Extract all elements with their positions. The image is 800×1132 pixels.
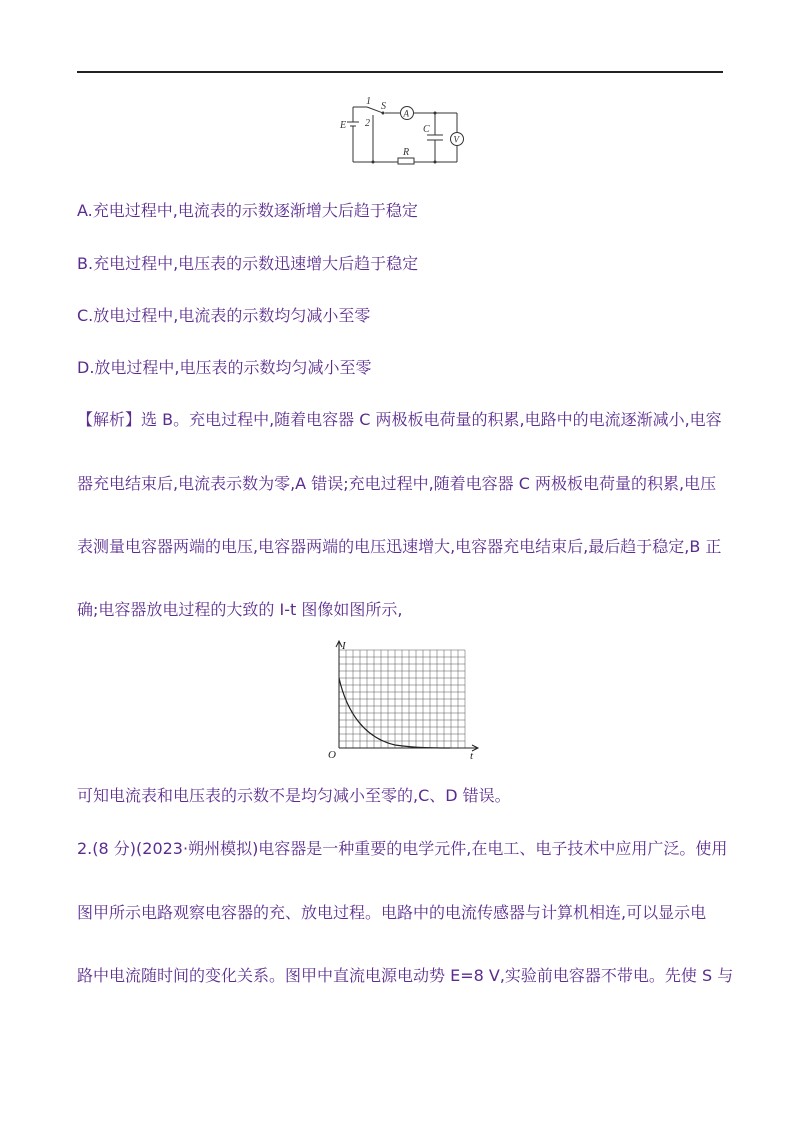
option-a: A.充电过程中,电流表的示数逐渐增大后趋于稳定 (77, 201, 418, 220)
option-d: D.放电过程中,电压表的示数均匀减小至零 (77, 358, 372, 377)
circuit-label-2: 2 (365, 118, 370, 129)
graph-y-label: I (342, 640, 346, 652)
question-line-3: 路中电流随时间的变化关系。图甲中直流电源电动势 E=8 V,实验前电容器不带电。先使 S 与 (77, 966, 734, 985)
question-line-2: 图甲所示电路观察电容器的充、放电过程。电路中的电流传感器与计算机相连,可以显示电 (77, 903, 707, 922)
analysis-line-1: 【解析】选 B。充电过程中,随着电容器 C 两极板电荷量的积累,电路中的电流逐渐减小,电容 (77, 410, 722, 429)
analysis-line-4: 确;电容器放电过程的大致的 I-t 图像如图所示, (77, 600, 403, 619)
circuit-label-c: C (423, 124, 430, 135)
i-t-graph (325, 638, 485, 760)
graph-origin-label: O (328, 749, 336, 760)
analysis-line-3: 表测量电容器两端的电压,电容器两端的电压迅速增大,电容器充电结束后,最后趋于稳定,B 正 (77, 537, 722, 556)
circuit-label-s: S (381, 101, 386, 112)
circuit-diagram (335, 92, 465, 167)
option-c: C.放电过程中,电流表的示数均匀减小至零 (77, 306, 371, 325)
option-b: B.充电过程中,电压表的示数迅速增大后趋于稳定 (77, 254, 419, 273)
conclusion-text: 可知电流表和电压表的示数不是均匀减小至零的,C、D 错误。 (77, 786, 511, 805)
circuit-label-1: 1 (366, 96, 371, 107)
question-line-1: 2.(8 分)(2023·朔州模拟)电容器是一种重要的电学元件,在电工、电子技术中应用广泛。使用 (77, 839, 728, 858)
graph-x-label: t (470, 750, 474, 760)
circuit-label-r: R (403, 147, 410, 158)
header-rule (77, 71, 723, 73)
analysis-line-2: 器充电结束后,电流表示数为零,A 错误;充电过程中,随着电容器 C 两极板电荷量的积累,电压 (77, 474, 717, 493)
ammeter-label: A (403, 108, 409, 119)
graph-grid (339, 650, 465, 748)
voltmeter-label: V (453, 134, 459, 145)
circuit-label-e: E (340, 120, 347, 131)
